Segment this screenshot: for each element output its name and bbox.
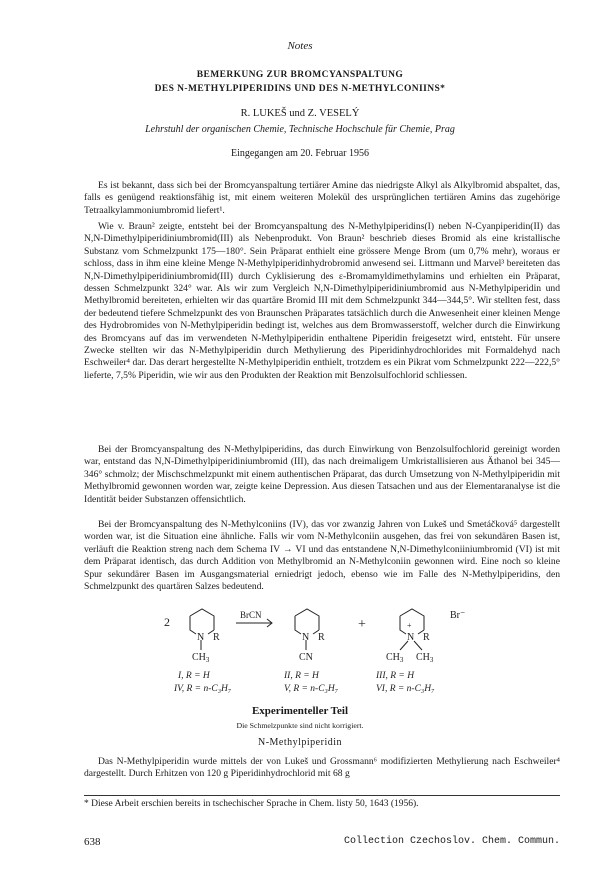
ring-1-left	[190, 616, 196, 634]
paragraph-4: Bei der Bromcyanspaltung des N-Methylconiins (IV), das vor zwanzig Jahren von Lukeš und Smetáčková⁵ dargestellt worden war, ist die Situation eine ähnliche. Falls wir vom N-Methylconiin ausgehen, das frei von sekundären Basen ist, verläuft die Reaktion streng nach dem Schema IV → VI und das entstandene N,N-Dimethylconiiniumbromid (VI) ist mit dem Präparat identisch, das durch Addition von Methylbromid an N-Methylconiin gewonnen wird. Eine noch so kleine Spur sekundärer Basen im Ausgangsmaterial erniedrigt jedoch, ebenso wie im Falle des N-Methylpiperidins, den Schmelzpunkt des quartären Salzes bedeutend.	[84, 519, 560, 593]
scheme-ch3-3a: $CH_3$	[386, 652, 404, 664]
scheme-n-1: N	[197, 632, 205, 643]
scheme-r-1: R	[213, 632, 220, 643]
paragraph-3: Bei der Bromcyanspaltung des N-Methylpiperidins, das durch Einwirkung von Benzolsulfochlorid gereinigt worden war, entstand das N,N-Dimethylpiperidiniumbromid (III), das nach dreimaligem Umkristallisieren aus Äthanol bei 345—346° schmolz; der Mischschmelzpunkt mit einem authentischen Präparat, das durch Umsetzung von N-Methylpiperidin mit Methylbromid gewonnen worden war, zeigte keine Depression. Aus diesen Tatsachen und aus der Elementaranalyse ist die Identität beider Substanzen offensichtlich.	[84, 444, 560, 505]
footnote-rule	[84, 795, 560, 796]
scheme-reagent: BrCN	[240, 610, 262, 620]
scheme-r-2: R	[318, 632, 325, 643]
experimental-note: Die Schmelzpunkte sind nicht korrigiert.	[236, 721, 364, 730]
ring-3	[400, 609, 424, 630]
scheme-n-2: N	[302, 632, 310, 643]
label-IV: IV, R = n-C₃H₇	[174, 684, 232, 694]
label-II: II, R = H	[284, 671, 319, 681]
scheme-r-3: R	[423, 632, 430, 643]
ring-1	[190, 609, 214, 630]
label-III: III, R = H	[376, 671, 415, 681]
paragraph-2: Wie v. Braun² zeigte, entsteht bei der Bromcyanspaltung des N-Methylpiperidins(I) neben N-Cyanpiperidin(II) das N,N-Dimethylpiperidiniumbromid(III) als Nebenprodukt. Von Braun² beschrieb dieses Bromid als eine kristallische Substanz vom Schmelzpunkt 175—180°. Sein Präparat enthielt eine grössere Menge Brom (um 0,7% mehr), woraus er schloss, dass in ihm eine kleine Menge N-Methylpiperidinhydrobromid anwesend sei. Littmann und Marvel³ bereiteten das N,N-Dimethylpiperidiniumbromid(III) durch Cyklisierung des ε-Bromamyldimethylamins und erhielten ein Präparat, dessen Schmelzpunkt 324° war. Als wir zum Vergleich N,N-Dimethylpiperidiniumbromid aus N-Methylpiperidin und Methylbromid bereiteten, erhielten wir das quartäre Bromid III mit dem Schmelzpunkt 344—344,5°. Wir stellten fest, dass der bedeutend tiefere Schmelzpunkt des von Braunschen Präparates tatsächlich durch die Anwesenheit einer kleinen Menge des Hydrobromides von N-Methylpiperidin bedingt ist, welches aus dem Bromwasserstoff, welcher durch die Einwirkung des Bromcyans auf das im verwendeten N-Methylpiperidin enthaltene Piperidin freigesetzt wird, entsteht. Für unsere Zwecke stellten wir das N-Methylpiperidin durch Methylierung des Piperidinhydrochlorides mit Formaldehyd nach Eschweiler⁴ dar. Das derart hergestellte N-Methylpiperidin enthielt, trotzdem es ein Pikrat vom Schmelzpunkt 222—222,5° lieferte, 7,5% Piperidin, wie wir aus den Produkten der Reaktion mit Benzolsulfochlorid schliessen.	[84, 221, 560, 381]
title-line-2: DES N-METHYLPIPERIDINS UND DES N-METHYLCONIINS*	[154, 84, 446, 94]
experimental-heading: Experimenteller Teil	[251, 705, 349, 717]
label-I: I, R = H	[178, 671, 210, 681]
ring-2	[295, 609, 319, 630]
paragraph-1: Es ist bekannt, dass sich bei der Bromcyanspaltung tertiärer Amine das niedrigste Alkyl als Alkylbromid abspaltet, das, falls es genügend reaktionsfähig ist, mit einem weiteren Molekül des ursprünglichen tertiären Amins das zugehörige Tetraalkylammoniumbromid liefert¹.	[84, 180, 560, 216]
scheme-ch3-3b: $CH_3$	[416, 652, 434, 664]
subheading: N-Methylpiperidin	[257, 737, 343, 748]
affiliation: Lehrstuhl der organischen Chemie, Technische Hochschule für Chemie, Prag	[145, 124, 455, 135]
title-line-1: BEMERKUNG ZUR BROMCYANSPALTUNG	[196, 70, 404, 80]
label-V: V, R = n-C₃H₇	[284, 684, 339, 694]
reaction-scheme	[150, 598, 490, 698]
footnote: * Diese Arbeit erschien bereits in tschechischer Sprache in Chem. listy 50, 1643 (1956).	[84, 799, 419, 809]
label-VI: VI, R = n-C₃H₇	[376, 684, 435, 694]
experimental-paragraph: Das N-Methylpiperidin wurde mittels der von Lukeš und Grossmann⁶ modifizierten Methylierung nach Eschweiler⁴ dargestellt. Durch Erhitzen von 120 g Piperidinhydrochlorid mit 68 g	[84, 756, 560, 780]
scheme-cn: CN	[299, 652, 313, 663]
scheme-n-3: N	[407, 632, 415, 643]
received-date: Eingegangen am 20. Februar 1956	[230, 148, 370, 159]
page-number: 638	[84, 836, 101, 848]
scheme-coefficient: 2	[164, 615, 170, 629]
authors: R. LUKEŠ und Z. VESELÝ	[240, 108, 360, 119]
scheme-ch3-1: $CH_3$	[192, 652, 210, 664]
journal-name: Collection Czechoslov. Chem. Commun.	[343, 836, 560, 847]
scheme-plus: +	[358, 617, 366, 632]
running-header: Notes	[287, 40, 313, 52]
scheme-bromide: Br⁻	[450, 610, 466, 621]
scheme-charge: +	[407, 621, 412, 630]
